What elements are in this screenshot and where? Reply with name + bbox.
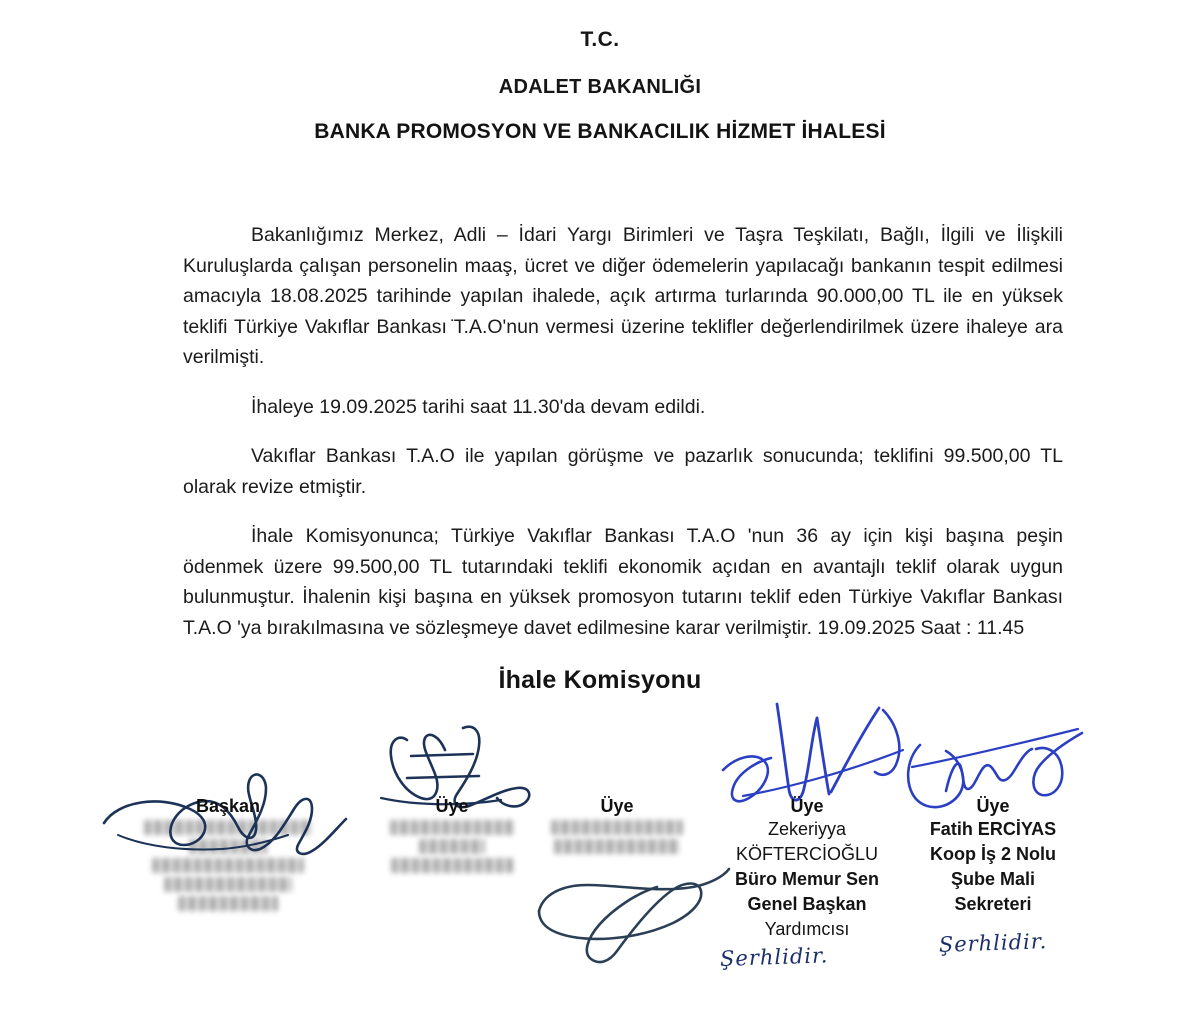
signature-name-line: Fatih ERCİYAS	[929, 819, 1057, 839]
redacted-name-line	[554, 839, 680, 854]
signature-area	[0, 700, 1200, 1033]
signature-name-line: Zekeriyya	[767, 819, 847, 839]
signature-name-line: Yardımcısı	[764, 919, 850, 939]
paragraph-4: İhale Komisyonunca; Türkiye Vakıflar Bankası T.A.O 'nun 36 ay için kişi başına peşin ödenmek üzere 99.500,00 TL tutarındaki teklifi ekonomik açıdan en avantajlı teklif olarak uygun bulunmuştur. İhalenin kişi başına en yüksek promosyon tutarını teklif eden Türkiye Vakıflar Bankası T.A.O 'ya bırakılmasına ve sözleşmeye davet edilmesine karar verilmiştir. 19.09.2025 Saat : 11.45	[183, 525, 1063, 639]
redacted-name-line	[189, 839, 267, 854]
heading-republic: T.C.	[580, 28, 620, 51]
redacted-name-line	[419, 839, 485, 854]
signature-name-line: Genel Başkan	[747, 894, 867, 914]
signature-block-uye-kofteroglu	[712, 795, 902, 972]
signature-name-line: Koop İş 2 Nolu	[930, 844, 1056, 864]
signature-name-line: KÖFTERCİOĞLU	[735, 844, 878, 864]
redacted-name-line	[390, 820, 514, 835]
paragraph-1: Bakanlığımız Merkez, Adli – İdari Yargı Birimleri ve Taşra Teşkilatı, Bağlı, İlgili ve İlişkili Kuruluşlarda çalışan personelin maaş, ücret ve diğer ödemelerin yapılacağı bankanın tespit edilmesi amacıyla 18.08.2025 tarihinde yapılan ihalede, açık artırma turlarında 90.000,00 TL ile en yüksek teklifi Türkiye Vakıflar Bankası ̇T.A.O'nun vermesi üzerine teklifler değerlendirilmek üzere ihaleye ara verilmişti.	[183, 224, 1063, 368]
document-body	[183, 220, 1063, 643]
signature-ink-uye-3	[533, 859, 733, 969]
redacted-name-line	[551, 820, 683, 835]
signature-block-uye-3	[538, 795, 696, 858]
signature-block-uye-erciyas	[898, 795, 1088, 955]
paragraph-3: Vakıflar Bankası T.A.O ile yapılan görüşme ve pazarlık sonucunda; teklifini 99.500,00 TL olarak revize etmiştir.	[183, 445, 1063, 498]
redacted-name-line	[391, 858, 513, 873]
heading-subject: BANKA PROMOSYON VE BANKACILIK HİZMET İHALESİ	[314, 120, 886, 143]
signature-role-uye-3: Üye	[600, 796, 634, 816]
signature-name-line: Şube Mali	[950, 869, 1035, 889]
signature-role-uye-5: Üye	[976, 796, 1010, 816]
redacted-name-line	[164, 877, 292, 892]
signature-name-line: Büro Memur Sen	[734, 869, 880, 889]
signature-block-uye-2	[372, 795, 532, 877]
signature-role-uye-2: Üye	[435, 796, 469, 816]
signature-block-baskan	[118, 795, 338, 915]
signature-name-line: Sekreteri	[954, 894, 1032, 914]
paragraph-2: İhaleye 19.09.2025 tarihi saat 11.30'da devam edildi.	[251, 395, 706, 418]
redacted-name-line	[152, 858, 304, 873]
annotation-serhlidir-5: Şerhlidir.	[938, 929, 1048, 957]
redacted-name-line	[144, 820, 312, 835]
heading-ministry: ADALET BAKANLIĞI	[498, 76, 702, 98]
commission-title: İhale Komisyonu	[498, 666, 702, 694]
signature-role-baskan: Başkan	[195, 796, 261, 816]
redacted-name-line	[178, 896, 278, 911]
annotation-serhlidir-4: Şerhlidir.	[719, 943, 829, 972]
signature-role-uye-4: Üye	[790, 796, 824, 816]
